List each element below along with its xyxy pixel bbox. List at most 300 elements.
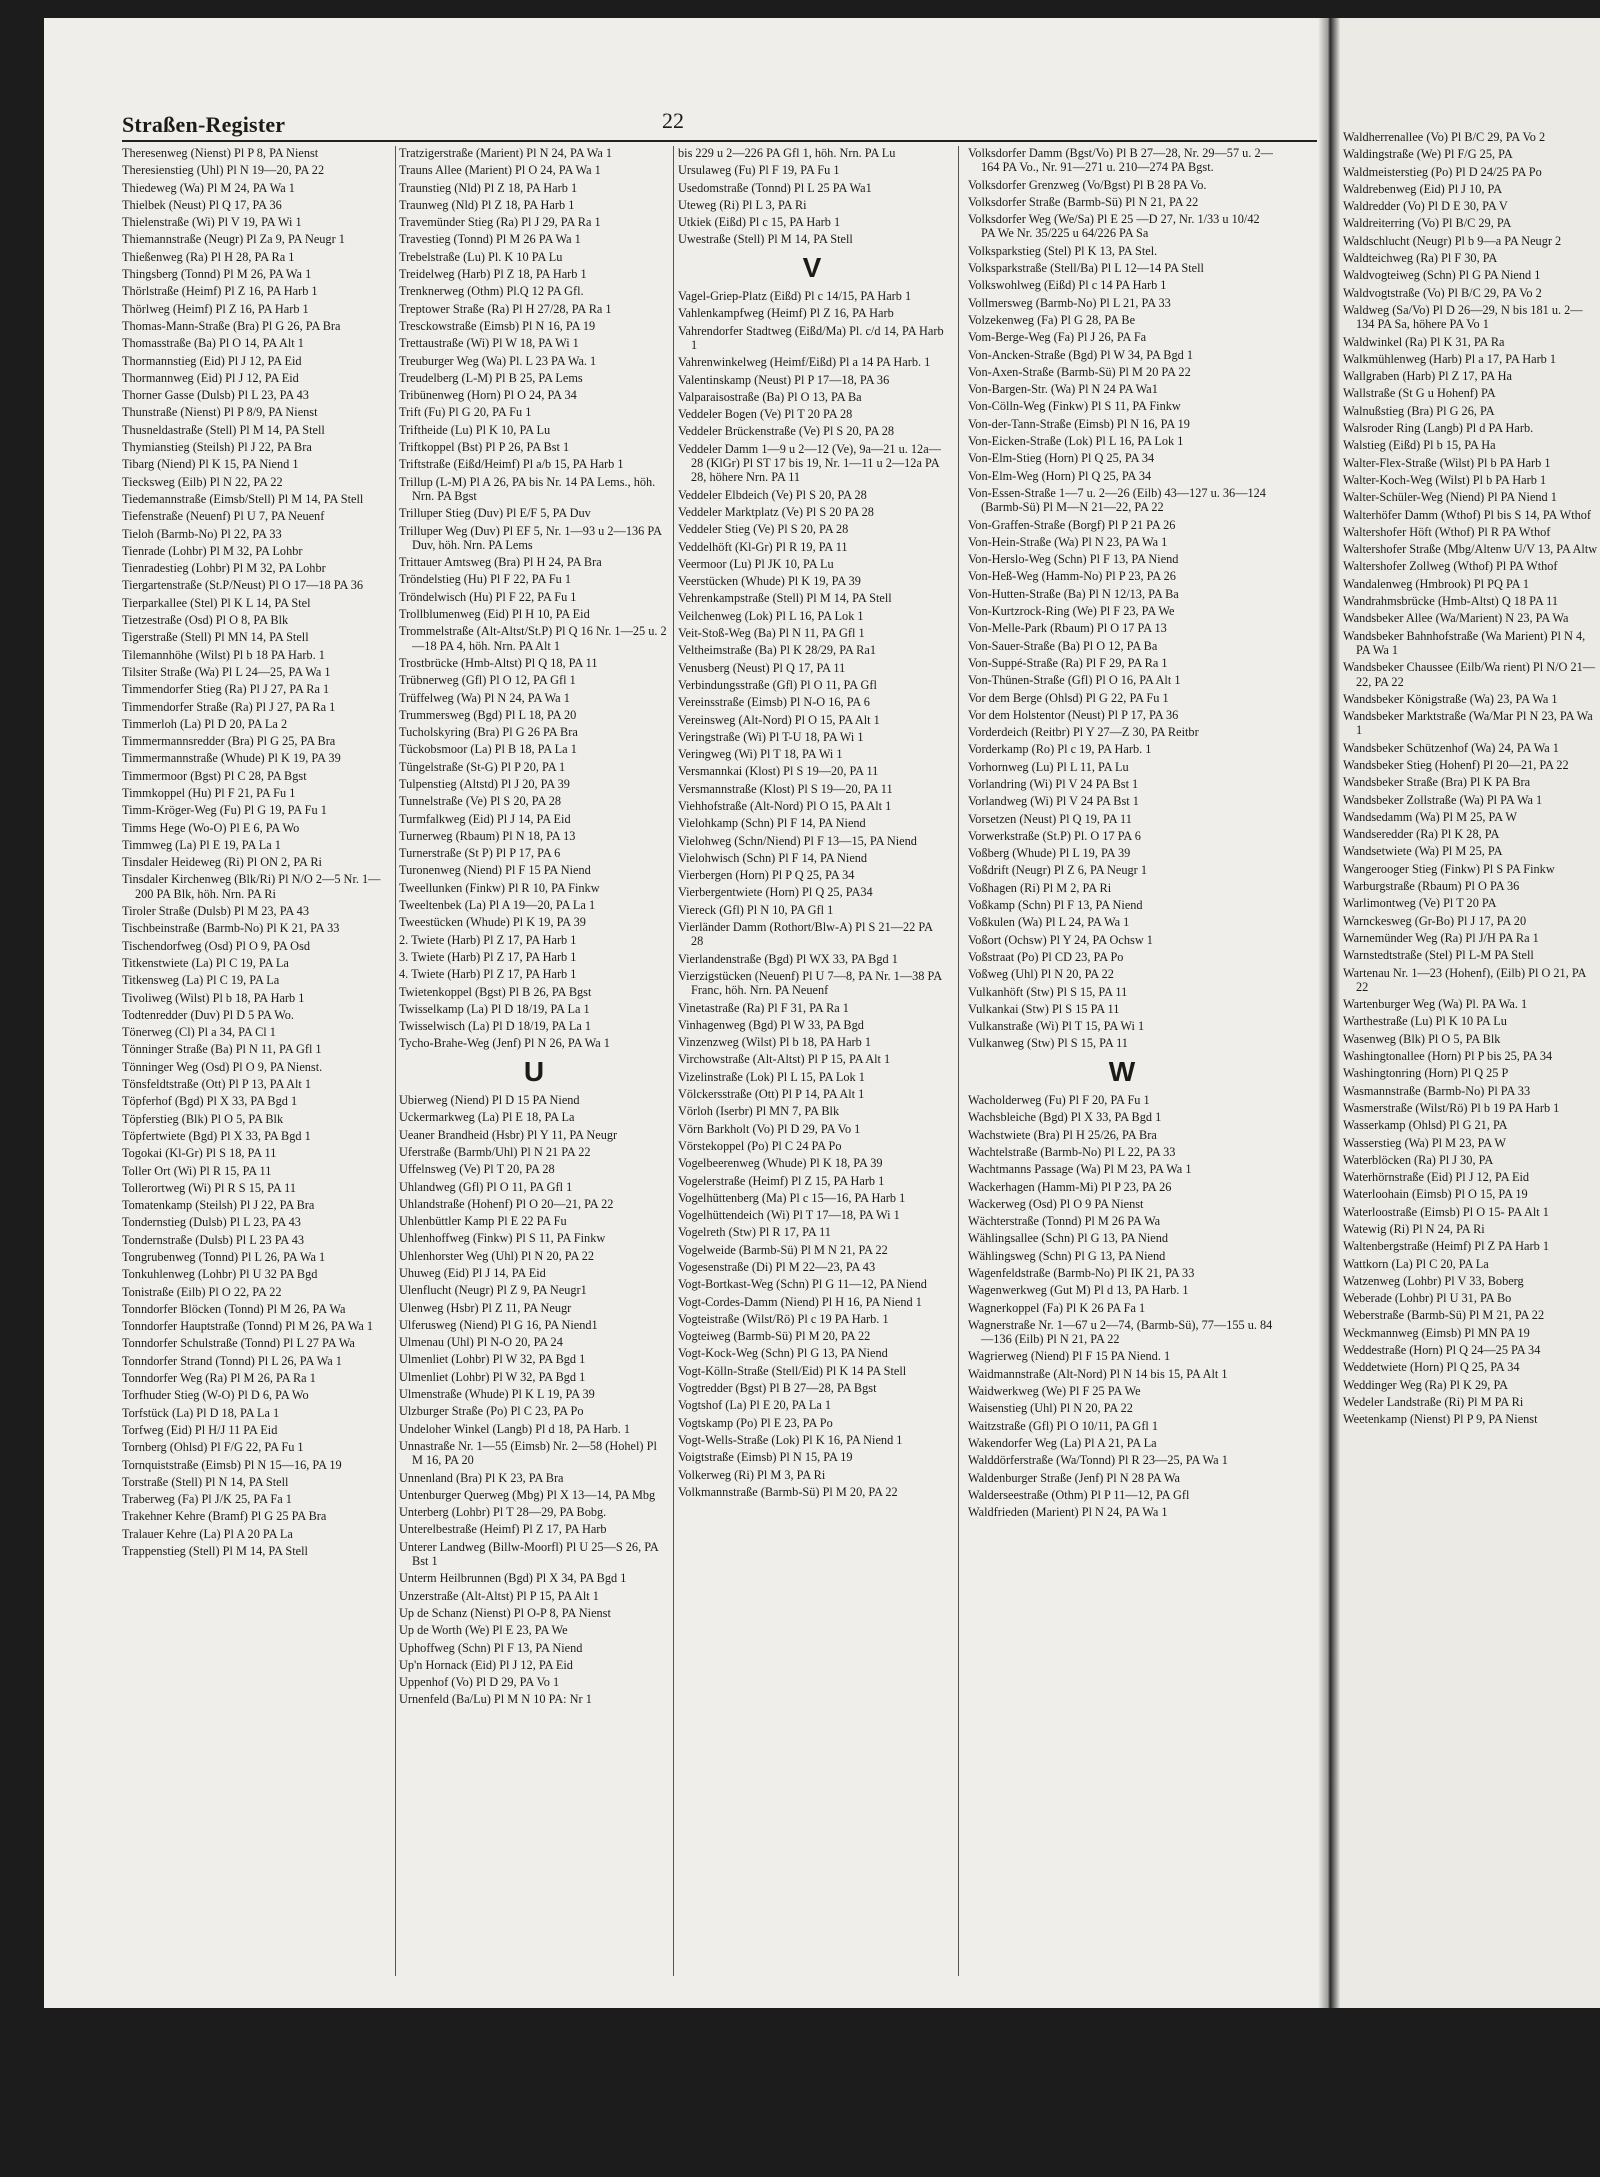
register-entry: Turnerweg (Rbaum) Pl N 18, PA 13	[399, 828, 576, 843]
register-entry: Uphoffweg (Schn) Pl F 13, PA Niend	[399, 1640, 583, 1655]
register-entry: Wandsbeker Königstraße (Wa) 23, PA Wa 1	[1343, 691, 1558, 706]
register-entry: Wählingsweg (Schn) Pl G 13, PA Niend	[968, 1248, 1166, 1263]
register-entry: Tilsiter Straße (Wa) Pl L 24—25, PA Wa 1	[122, 664, 331, 679]
register-entry: Viereck (Gfl) Pl N 10, PA Gfl 1	[678, 902, 834, 917]
register-entry: Uckermarkweg (La) Pl E 18, PA La	[399, 1110, 575, 1125]
register-entry: Voßort (Ochsw) Pl Y 24, PA Ochsw 1	[968, 932, 1153, 947]
register-entry: Vierländer Damm (Rothort/Blw-A) Pl S 21—22 PA 28	[678, 920, 933, 949]
register-entry: Vorwerkstraße (St.P) Pl. O 17 PA 6	[968, 828, 1141, 843]
register-entry: Tunnelstraße (Ve) Pl S 20, PA 28	[399, 794, 562, 809]
register-entry: Timmerloh (La) Pl D 20, PA La 2	[122, 716, 288, 731]
register-entry: Theresenweg (Nienst) Pl P 8, PA Nienst	[122, 146, 319, 160]
register-entry: Uhlandweg (Gfl) Pl O 11, PA Gfl 1	[399, 1179, 573, 1194]
register-entry: Wachtmanns Passage (Wa) Pl M 23, PA Wa 1	[968, 1162, 1192, 1177]
register-entry: Veermoor (Lu) Pl JK 10, PA Lu	[678, 556, 834, 571]
register-entry: Wandseredder (Ra) Pl K 28, PA	[1343, 827, 1500, 842]
register-entry: Untenburger Querweg (Mbg) Pl X 13—14, PA Mbg	[399, 1487, 656, 1502]
register-entry: Walsroder Ring (Langb) Pl d PA Harb.	[1343, 421, 1534, 436]
register-entry: Wagnerstraße Nr. 1—67 u 2—74, (Barmb-Sü), 77—155 u. 84—136 (Eilb) Pl N 21, PA 22	[968, 1317, 1273, 1347]
register-entry: Veringstraße (Wi) Pl T-U 18, PA Wi 1	[678, 729, 864, 744]
register-entry: Veilchenweg (Lok) Pl L 16, PA Lok 1	[678, 608, 864, 623]
register-entry: Uppenhof (Vo) Pl D 29, PA Vo 1	[399, 1675, 560, 1690]
register-entry: Up'n Hornack (Eid) Pl J 12, PA Eid	[399, 1657, 573, 1672]
register-entry: Waldweg (Sa/Vo) Pl D 26—29, N bis 181 u. 2—134 PA Sa, höhere PA Vo 1	[1343, 302, 1583, 332]
register-entry: Trummersweg (Bgd) Pl L 18, PA 20	[399, 707, 577, 722]
register-entry: Tönninger Straße (Ba) Pl N 11, PA Gfl 1	[122, 1042, 322, 1057]
register-entry: Vorhornweg (Lu) Pl L 11, PA Lu	[968, 759, 1129, 774]
register-entry: Völckersstraße (Ott) Pl P 14, PA Alt 1	[678, 1087, 865, 1102]
register-entry: Warthestraße (Lu) Pl K 10 PA Lu	[1343, 1014, 1507, 1029]
register-entry: Wählingsallee (Schn) Pl G 13, PA Niend	[968, 1231, 1169, 1246]
register-entry: Waldreiterring (Vo) Pl B/C 29, PA	[1343, 216, 1512, 231]
register-entry: Tongrubenweg (Tonnd) Pl L 26, PA Wa 1	[122, 1250, 326, 1264]
register-entry: Turmfalkweg (Eid) Pl J 14, PA Eid	[399, 811, 571, 826]
page-header	[122, 108, 1302, 140]
register-entry: Traberweg (Fa) Pl J/K 25, PA Fa 1	[122, 1492, 292, 1507]
register-entry: Undeloher Winkel (Langb) Pl d 18, PA Harb. 1	[399, 1421, 631, 1436]
register-entry: Voßdrift (Neugr) Pl Z 6, PA Neugr 1	[968, 863, 1147, 878]
register-entry: Tonndorfer Hauptstraße (Tonnd) Pl M 26, PA Wa 1	[122, 1319, 374, 1334]
register-entry: Triftheide (Lu) Pl K 10, PA Lu	[399, 422, 551, 437]
register-entry: Ulmenau (Uhl) Pl N-O 20, PA 24	[399, 1335, 563, 1350]
register-entry: Unterelbestraße (Heimf) Pl Z 17, PA Harb	[399, 1522, 607, 1537]
register-entry: Thorner Gasse (Dulsb) Pl L 23, PA 43	[122, 388, 309, 403]
register-entry: Trilluper Weg (Duv) Pl EF 5, Nr. 1—93 u 2—136 PA Duv, höh. Nrn. PA Lems	[399, 523, 662, 552]
register-entry: Unnastraße Nr. 1—55 (Eimsb) Nr. 2—58 (Hohel) Pl M 16, PA 20	[399, 1438, 657, 1468]
register-entry: Unterm Heilbrunnen (Bgd) Pl X 34, PA Bgd 1	[399, 1571, 627, 1586]
register-entry: Tonndorfer Schulstraße (Tonnd) Pl L 27 PA Wa	[122, 1336, 355, 1351]
register-entry: Urnenfeld (Ba/Lu) Pl M N 10 PA: Nr 1	[399, 1692, 592, 1707]
register-entry: Tweestücken (Whude) Pl K 19, PA 39	[399, 915, 586, 930]
register-entry: Töpferhof (Bgd) Pl X 33, PA Bgd 1	[122, 1094, 298, 1109]
register-entry: Von-Bargen-Str. (Wa) Pl N 24 PA Wa1	[968, 382, 1158, 397]
register-entry: Von-Cölln-Weg (Finkw) Pl S 11, PA Finkw	[968, 399, 1181, 414]
register-entry: Ulferusweg (Niend) Pl G 16, PA Niend1	[399, 1317, 598, 1332]
register-entry: Veddeler Brückenstraße (Ve) Pl S 20, PA 28	[678, 424, 895, 439]
register-entry: Trillup (L-M) Pl A 26, PA bis Nr. 14 PA Lems., höh. Nrn. PA Bgst	[399, 474, 656, 503]
register-entry: Trittauer Amtsweg (Bra) Pl H 24, PA Bra	[399, 555, 602, 570]
register-entry: Tulpenstieg (Altstd) Pl J 20, PA 39	[399, 776, 570, 791]
register-entry: Tribünenweg (Horn) Pl O 24, PA 34	[399, 388, 577, 403]
register-entry: Trübnerweg (Gfl) Pl O 12, PA Gfl 1	[399, 673, 576, 688]
register-entry: Thörlstraße (Heimf) Pl Z 16, PA Harb 1	[122, 284, 318, 299]
register-entry: Thomas-Mann-Straße (Bra) Pl G 26, PA Bra	[122, 318, 341, 333]
register-entry: Thießenweg (Ra) Pl H 28, PA Ra 1	[122, 249, 295, 264]
register-entry: Tieloh (Barmb-No) Pl 22, PA 33	[122, 526, 282, 541]
register-entry: Wasenweg (Blk) Pl O 5, PA Blk	[1343, 1031, 1501, 1046]
register-entry: Volksdorfer Weg (We/Sa) Pl E 25 —D 27, Nr. 1/33 u 10/42 PA We Nr. 35/225 u 64/226 PA Sa	[968, 212, 1260, 241]
register-entry: Trakehner Kehre (Bramf) Pl G 25 PA Bra	[122, 1509, 327, 1524]
register-entry: Timmendorfer Stieg (Ra) Pl J 27, PA Ra 1	[122, 682, 330, 697]
register-entry: Ulmenliet (Lohbr) Pl W 32, PA Bgd 1	[399, 1369, 586, 1384]
register-entry: Volksparkstieg (Stel) Pl K 13, PA Stel.	[968, 243, 1158, 258]
register-entry: Von-Elm-Weg (Horn) Pl Q 25, PA 34	[968, 468, 1152, 483]
register-entry: Waterblöcken (Ra) Pl J 30, PA	[1343, 1152, 1494, 1167]
register-entry: Wandsbeker Stieg (Hohenf) Pl 20—21, PA 22	[1343, 757, 1569, 772]
register-entry: Wartenau Nr. 1—23 (Hohenf), (Eilb) Pl O 21, PA 22	[1343, 965, 1586, 994]
register-entry: Waterloohain (Eimsb) Pl O 15, PA 19	[1343, 1187, 1528, 1202]
register-entry: Vizelinstraße (Lok) Pl L 15, PA Lok 1	[678, 1069, 865, 1084]
register-entry: Valentinskamp (Neust) Pl P 17—18, PA 36	[678, 372, 890, 387]
register-entry: Waldschlucht (Neugr) Pl b 9—a PA Neugr 2	[1343, 233, 1562, 248]
register-entry: Wallgraben (Harb) Pl Z 17, PA Ha	[1343, 369, 1512, 384]
column-divider	[958, 146, 959, 1976]
register-entry: Vogtredder (Bgst) Pl B 27—28, PA Bgst	[678, 1381, 877, 1396]
register-entry: Veltheimstraße (Ba) Pl K 28/29, PA Ra1	[678, 643, 876, 658]
register-entry: Waldenburger Straße (Jenf) Pl N 28 PA Wa	[968, 1470, 1180, 1485]
register-entry: Vogt-Kölln-Straße (Stell/Eid) Pl K 14 PA Stell	[678, 1363, 907, 1378]
register-entry: Tollerortweg (Wi) Pl R S 15, PA 11	[122, 1180, 296, 1195]
register-entry: Thormannweg (Eid) Pl J 12, PA Eid	[122, 370, 299, 385]
register-entry: Von-der-Tann-Straße (Eimsb) Pl N 16, PA 19	[968, 416, 1190, 431]
register-entry: Torfhuder Stieg (W-O) Pl D 6, PA Wo	[122, 1388, 309, 1403]
register-entry: Wachsbleiche (Bgd) Pl X 33, PA Bgd 1	[968, 1110, 1162, 1125]
register-entry: Thielbek (Neust) Pl Q 17, PA 36	[122, 197, 282, 212]
register-entry: Wagrierweg (Niend) Pl F 15 PA Niend. 1	[968, 1349, 1171, 1364]
register-entry: Waldvogtstraße (Vo) Pl B/C 29, PA Vo 2	[1343, 285, 1542, 300]
register-entry: Voßkulen (Wa) Pl L 24, PA Wa 1	[968, 915, 1130, 930]
register-entry: Volkerweg (Ri) Pl M 3, PA Ri	[678, 1467, 826, 1482]
register-entry: Von-Suppé-Straße (Ra) Pl F 29, PA Ra 1	[968, 655, 1168, 670]
register-entry: Venusberg (Neust) Pl Q 17, PA 11	[678, 660, 846, 675]
register-entry: Wandsbeker Straße (Bra) Pl K PA Bra	[1343, 775, 1531, 790]
register-title: Straßen-Register	[122, 112, 286, 137]
register-entry: Twisselwisch (La) Pl D 18/19, PA La 1	[399, 1019, 592, 1034]
register-entry: Thiedeweg (Wa) Pl M 24, PA Wa 1	[122, 180, 295, 195]
register-entry: Tratzigerstraße (Marient) Pl N 24, PA Wa 1	[399, 146, 613, 160]
register-entry: Waidmannstraße (Alt-Nord) Pl N 14 bis 15, PA Alt 1	[968, 1366, 1228, 1381]
register-entry: Vogelerstraße (Heimf) Pl Z 15, PA Harb 1	[678, 1173, 885, 1188]
register-entry: Treudelberg (L-M) Pl B 25, PA Lems	[399, 370, 583, 385]
register-entry: Timmermoor (Bgst) Pl C 28, PA Bgst	[122, 768, 307, 783]
register-entry: Waldherrenallee (Vo) Pl B/C 29, PA Vo 2	[1343, 130, 1546, 144]
register-entry: Uhuweg (Eid) Pl J 14, PA Eid	[399, 1266, 546, 1280]
section-letter: U	[523, 1055, 545, 1087]
register-entry: Tonndorfer Blöcken (Tonnd) Pl M 26, PA Wa	[122, 1301, 346, 1316]
register-entry: Wandsbeker Marktstraße (Wa/Mar Pl N 23, PA Wa 1	[1343, 709, 1593, 738]
register-entry: Tweeltenbek (La) Pl A 19—20, PA La 1	[399, 898, 596, 913]
register-entry: Vogelhüttendeich (Wi) Pl T 17—18, PA Wi 1	[678, 1208, 900, 1223]
register-entry: Vielohwisch (Schn) Pl F 14, PA Niend	[678, 850, 868, 865]
register-entry: Vogelreth (Stw) Pl R 17, PA 11	[678, 1225, 831, 1240]
register-entry: Waldvogteiweg (Schn) Pl G PA Niend 1	[1343, 268, 1541, 283]
register-entry: Up de Schanz (Nienst) Pl O-P 8, PA Nienst	[399, 1605, 611, 1620]
register-entry: Traunweg (Nld) Pl Z 18, PA Harb 1	[399, 197, 575, 212]
register-entry: Walter-Koch-Weg (Wilst) Pl b PA Harb 1	[1343, 472, 1547, 487]
register-entry: Torfstück (La) Pl D 18, PA La 1	[122, 1405, 280, 1420]
register-entry: Wasmerstraße (Wilst/Rö) Pl b 19 PA Harb 1	[1343, 1100, 1560, 1115]
register-entry: Wagenwerkweg (Gut M) Pl d 13, PA Harb. 1	[968, 1283, 1189, 1298]
register-entry: Wasserkamp (Ohlsd) Pl G 21, PA	[1343, 1118, 1508, 1133]
register-entry: Unterberg (Lohbr) Pl T 28—29, PA Bobg.	[399, 1505, 607, 1520]
register-entry: Vor dem Berge (Ohlsd) Pl G 22, PA Fu 1	[968, 690, 1169, 705]
register-entry: Wagenfeldstraße (Barmb-No) Pl IK 21, PA 33	[968, 1266, 1195, 1280]
register-entry: Voßkamp (Schn) Pl F 13, PA Niend	[968, 898, 1143, 913]
register-entry: Thiemannstraße (Neugr) Pl Za 9, PA Neugr 1	[122, 232, 345, 247]
register-entry: Tilemannhöhe (Wilst) Pl b 18 PA Harb. 1	[122, 647, 325, 662]
register-entry: Waterhörnstraße (Eid) Pl J 12, PA Eid	[1343, 1170, 1530, 1185]
register-entry: Valparaisostraße (Ba) Pl O 13, PA Ba	[678, 389, 862, 404]
register-entry: Thunstraße (Nienst) Pl P 8/9, PA Nienst	[122, 405, 318, 420]
register-entry: Trommelstraße (Alt-Altst/St.P) Pl Q 16 Nr. 1—25 u. 2—18 PA 4, höh. Nrn. PA Alt 1	[399, 624, 667, 653]
register-entry: Von-Kurtzrock-Ring (We) Pl F 23, PA We	[968, 604, 1175, 619]
register-entry: Thingsberg (Tonnd) Pl M 26, PA Wa 1	[122, 267, 312, 282]
register-entry: Walter-Flex-Straße (Wilst) Pl b PA Harb 1	[1343, 455, 1551, 470]
register-entry: Wartenburger Weg (Wa) Pl. PA Wa. 1	[1343, 997, 1528, 1012]
register-entry: Tomatenkamp (Steilsh) Pl J 22, PA Bra	[122, 1198, 315, 1213]
register-entry: Tucholskyring (Bra) Pl G 26 PA Bra	[399, 725, 578, 740]
register-entry: Voßberg (Whude) Pl L 19, PA 39	[968, 846, 1131, 861]
register-entry: Vollmersweg (Barmb-No) Pl L 21, PA 33	[968, 295, 1171, 310]
register-entry: Veerstücken (Whude) Pl K 19, PA 39	[678, 574, 861, 589]
register-entry: Tienradestieg (Lohbr) Pl M 32, PA Lohbr	[122, 561, 326, 576]
register-entry: Warnstedtstraße (Stel) Pl L-M PA Stell	[1343, 948, 1534, 963]
register-entry: Von-Herslo-Weg (Schn) Pl F 13, PA Niend	[968, 552, 1179, 567]
register-entry: Waldrebenweg (Eid) Pl J 10, PA	[1343, 181, 1503, 196]
register-entry: Veddeler Stieg (Ve) Pl S 20, PA 28	[678, 522, 849, 537]
register-entry: Vahrenwinkelweg (Heimf/Eißd) Pl a 14 PA Harb. 1	[678, 355, 931, 370]
register-entry: Todtenredder (Duv) Pl D 5 PA Wo.	[122, 1007, 295, 1022]
register-entry: Ueaner Brandheid (Hsbr) Pl Y 11, PA Neugr	[399, 1127, 618, 1142]
register-entry: Warnemünder Weg (Ra) Pl J/H PA Ra 1	[1343, 930, 1539, 945]
register-entry: Vörstekoppel (Po) Pl C 24 PA Po	[678, 1138, 842, 1153]
register-entry: Tiecksweg (Eilb) Pl N 22, PA 22	[122, 474, 283, 489]
register-entry: Uferstraße (Barmb/Uhl) Pl N 21 PA 22	[399, 1144, 591, 1159]
register-entry: Travestieg (Tonnd) Pl M 26 PA Wa 1	[399, 232, 581, 247]
register-entry: Tresckowstraße (Eimsb) Pl N 16, PA 19	[399, 318, 596, 333]
register-entry: Turnerstraße (St P) Pl P 17, PA 6	[399, 846, 561, 861]
register-entry: Tivoliweg (Wilst) Pl b 18, PA Harb 1	[122, 990, 305, 1005]
register-entry: Veddelhöft (Kl-Gr) Pl R 19, PA 11	[678, 539, 848, 554]
register-entry: Uffelnsweg (Ve) Pl T 20, PA 28	[399, 1162, 555, 1177]
register-entry: Traunstieg (Nld) Pl Z 18, PA Harb 1	[399, 180, 578, 195]
register-entry: Waltenbergstraße (Heimf) Pl Z PA Harb 1	[1343, 1239, 1549, 1254]
register-entry: Torstraße (Stell) Pl N 14, PA Stell	[122, 1474, 289, 1489]
register-entry: Tischendorfweg (Osd) Pl O 9, PA Osd	[122, 938, 311, 953]
register-entry: Tischbeinstraße (Barmb-No) Pl K 21, PA 33	[122, 921, 340, 936]
register-entry: Weddinger Weg (Ra) Pl K 29, PA	[1343, 1377, 1509, 1392]
register-entry: Uwestraße (Stell) Pl M 14, PA Stell	[678, 232, 853, 247]
register-entry: Trift (Fu) Pl G 20, PA Fu 1	[399, 405, 532, 420]
register-entry: Washingtonallee (Horn) Pl P bis 25, PA 34	[1343, 1049, 1553, 1064]
register-entry: Voigtstraße (Eimsb) Pl N 15, PA 19	[678, 1450, 853, 1465]
register-entry: Wandsbeker Allee (Wa/Marient) N 23, PA Wa	[1343, 611, 1569, 626]
register-entry: Titkenstwiete (La) Pl C 19, PA La	[122, 955, 289, 970]
register-entry: Uteweg (Ri) Pl L 3, PA Ri	[678, 197, 807, 212]
register-entry: Wakendorfer Weg (La) Pl A 21, PA La	[968, 1435, 1157, 1450]
register-entry: Waltershofer Höft (Wthof) Pl R PA Wthof	[1343, 524, 1551, 539]
register-entry: Waterloostraße (Eimsb) Pl O 15- PA Alt 1	[1343, 1204, 1549, 1219]
register-entry: Trebelstraße (Lu) Pl. K 10 PA Lu	[399, 249, 563, 264]
register-entry: Vahrendorfer Stadtweg (Eißd/Ma) Pl. c/d 14, PA Harb 1	[678, 323, 944, 352]
register-entry: Vagel-Griep-Platz (Eißd) Pl c 14/15, PA Harb 1	[678, 289, 912, 304]
register-entry: Vereinsstraße (Eimsb) Pl N-O 16, PA 6	[678, 695, 870, 710]
register-entry: Von-Elm-Stieg (Horn) Pl Q 25, PA 34	[968, 451, 1155, 466]
register-entry: Von-Ancken-Straße (Bgd) Pl W 34, PA Bgd 1	[968, 347, 1193, 362]
register-entry: Wandsbeker Zollstraße (Wa) Pl PA Wa 1	[1343, 792, 1543, 807]
register-entry: Theresienstieg (Uhl) Pl N 19—20, PA 22	[122, 163, 325, 178]
register-entry: Veddeler Damm 1—9 u 2—12 (Ve), 9a—21 u. 12a—28 (KlGr) Pl ST 17 bis 19, Nr. 1—11 u 2—12a PA 28, höhere Nrn. PA 11	[678, 441, 941, 485]
register-entry: Vörloh (Iserbr) Pl MN 7, PA Blk	[678, 1104, 840, 1119]
register-entry: Wandsbeker Bahnhofstraße (Wa Marient) Pl N 4, PA Wa 1	[1343, 628, 1586, 657]
register-entry: Volkmannstraße (Barmb-Sü) Pl M 20, PA 22	[678, 1484, 898, 1499]
register-entry: Von-Sauer-Straße (Ba) Pl O 12, PA Ba	[968, 638, 1158, 653]
register-entry: Waldwinkel (Ra) Pl K 31, PA Ra	[1343, 334, 1505, 349]
register-entry: Wachstwiete (Bra) Pl H 25/26, PA Bra	[968, 1127, 1157, 1142]
register-entry: Togokai (Kl-Gr) Pl S 18, PA 11	[122, 1146, 277, 1161]
register-entry: Trappenstieg (Stell) Pl M 14, PA Stell	[122, 1544, 308, 1559]
register-entry: Vörn Barkholt (Vo) Pl D 29, PA Vo 1	[678, 1121, 861, 1136]
register-entry: Torfweg (Eid) Pl H/J 11 PA Eid	[122, 1422, 278, 1437]
register-entry: Virchowstraße (Alt-Altst) Pl P 15, PA Alt 1	[678, 1052, 891, 1067]
register-entry: Travemünder Stieg (Ra) Pl J 29, PA Ra 1	[399, 215, 601, 230]
register-entry: Volksparkstraße (Stell/Ba) Pl L 12—14 PA Stell	[968, 261, 1204, 276]
register-entry: Wedeler Landstraße (Ri) Pl M PA Ri	[1343, 1394, 1524, 1409]
register-entry: Tonkuhlenweg (Lohbr) Pl U 32 PA Bgd	[122, 1267, 318, 1282]
register-entry: Wandsbeker Schützenhof (Wa) 24, PA Wa 1	[1343, 740, 1559, 755]
register-entry: Ulenflucht (Neugr) Pl Z 9, PA Neugr1	[399, 1283, 587, 1298]
register-entry: Von-Axen-Straße (Barmb-Sü) Pl M 20 PA 22	[968, 364, 1191, 379]
register-entry: Weetenkamp (Nienst) Pl P 9, PA Nienst	[1343, 1412, 1538, 1427]
register-entry: Wattkorn (La) Pl C 20, PA La	[1343, 1256, 1489, 1271]
register-entry: Vogteistraße (Wilst/Rö) Pl c 19 PA Harb. 1	[678, 1311, 889, 1326]
column-divider	[395, 146, 396, 1976]
book-gutter	[1318, 18, 1340, 2008]
register-entry: Von-Essen-Straße 1—7 u. 2—26 (Eilb) 43—127 u. 36—124 (Barmb-Sü) Pl M—N 21—22, PA 22	[968, 485, 1266, 515]
register-entry: Vinhagenweg (Bgd) Pl W 33, PA Bgd	[678, 1017, 864, 1032]
register-entry: Trauns Allee (Marient) Pl O 24, PA Wa 1	[399, 163, 601, 178]
register-entry: Weberade (Lohbr) Pl U 31, PA Bo	[1343, 1291, 1512, 1306]
column-divider	[673, 146, 674, 1976]
register-entry: Vom-Berge-Weg (Fa) Pl J 26, PA Fa	[968, 330, 1147, 345]
register-entry: Vielohkamp (Schn) Pl F 14, PA Niend	[678, 816, 866, 831]
register-entry: Tinsdaler Kirchenweg (Blk/Ri) Pl N/O 2—5 Nr. 1—200 PA Blk, höh. Nrn. PA Ri	[122, 872, 381, 901]
register-entry: Volksdorfer Straße (Barmb-Sü) Pl N 21, PA 22	[968, 194, 1199, 209]
register-entry: Tigerstraße (Stell) Pl MN 14, PA Stell	[122, 630, 309, 645]
register-entry: Trollblumenweg (Eid) Pl H 10, PA Eid	[399, 607, 590, 622]
register-entry: Vorlandweg (Wi) Pl V 24 PA Bst 1	[968, 794, 1139, 809]
register-entry: Veit-Stoß-Weg (Ba) Pl N 11, PA Gfl 1	[678, 626, 865, 641]
adjacent-page-column	[1343, 130, 1600, 1970]
register-column-3	[678, 146, 946, 1986]
register-entry: Weddetwiete (Horn) Pl Q 25, PA 34	[1343, 1360, 1520, 1375]
register-entry: Weckmannweg (Eimsb) Pl MN PA 19	[1343, 1325, 1530, 1340]
register-entry: Vogesenstraße (Di) Pl M 22—23, PA 43	[678, 1260, 876, 1274]
register-entry: Vehrenkampstraße (Stell) Pl M 14, PA Stell	[678, 591, 892, 606]
register-entry: Vulkanstraße (Wi) Pl T 15, PA Wi 1	[968, 1019, 1145, 1034]
register-entry: Turonenweg (Niend) Pl F 15 PA Niend	[399, 863, 591, 878]
register-entry: Walddörferstraße (Wa/Tonnd) Pl R 23—25, PA Wa 1	[968, 1453, 1228, 1468]
register-entry: Vogt-Cordes-Damm (Niend) Pl H 16, PA Niend 1	[678, 1294, 922, 1309]
register-entry: Uhlenbüttler Kamp Pl E 22 PA Fu	[399, 1214, 567, 1229]
register-entry: Uhlenhoffweg (Finkw) Pl S 11, PA Finkw	[399, 1231, 606, 1246]
register-entry: Volksdorfer Damm (Bgst/Vo) Pl B 27—28, Nr. 29—57 u. 2—164 PA Vo., Nr. 91—271 u. 210—274 PA Bgst.	[968, 146, 1273, 175]
register-entry: Töpferstieg (Blk) Pl O 5, PA Blk	[122, 1111, 284, 1126]
register-entry: Toller Ort (Wi) Pl R 15, PA 11	[122, 1163, 272, 1178]
register-entry: Vogteiweg (Barmb-Sü) Pl M 20, PA 22	[678, 1329, 871, 1344]
register-entry: Wackerhagen (Hamm-Mi) Pl P 23, PA 26	[968, 1179, 1172, 1194]
register-entry: Ulzburger Straße (Po) Pl C 23, PA Po	[399, 1404, 584, 1419]
register-entry: Vogt-Kock-Weg (Schn) Pl G 13, PA Niend	[678, 1346, 888, 1361]
register-entry: Weberstraße (Barmb-Sü) Pl M 21, PA 22	[1343, 1308, 1545, 1323]
register-entry: Unnenland (Bra) Pl K 23, PA Bra	[399, 1470, 564, 1485]
register-entry: Vogt-Bortkast-Weg (Schn) Pl G 11—12, PA Niend	[678, 1277, 927, 1292]
register-entry: Timmkoppel (Hu) Pl F 21, PA Fu 1	[122, 785, 296, 800]
register-entry: Ulmenliet (Lohbr) Pl W 32, PA Bgd 1	[399, 1352, 586, 1367]
register-entry: Wasmannstraße (Barmb-No) Pl PA 33	[1343, 1083, 1531, 1098]
register-entry: Waldmeisterstieg (Po) Pl D 24/25 PA Po	[1343, 164, 1542, 179]
register-entry: Tüngelstraße (St-G) Pl P 20, PA 1	[399, 759, 566, 774]
register-entry: Ubierweg (Niend) Pl D 15 PA Niend	[399, 1093, 580, 1108]
register-entry: Thormannstieg (Eid) Pl J 12, PA Eid	[122, 353, 302, 368]
register-entry: Wacholderweg (Fu) Pl F 20, PA Fu 1	[968, 1093, 1150, 1108]
register-entry: Tondernstieg (Dulsb) Pl L 23, PA 43	[122, 1215, 301, 1230]
register-entry: Vierlandenstraße (Bgd) Pl WX 33, PA Bgd 1	[678, 951, 898, 966]
register-entry: Walderseestraße (Othm) Pl P 11—12, PA Gfl	[968, 1487, 1190, 1502]
register-entry: Wackerweg (Osd) Pl O 9 PA Nienst	[968, 1196, 1144, 1211]
register-entry: Timm-Kröger-Weg (Fu) Pl G 19, PA Fu 1	[122, 803, 327, 818]
register-entry: Tonndorfer Strand (Tonnd) Pl L 26, PA Wa 1	[122, 1353, 342, 1368]
register-column-2	[399, 146, 669, 1986]
register-entry: Wandsedamm (Wa) Pl M 25, PA W	[1343, 809, 1517, 824]
register-entry: Volkswohlweg (Eißd) Pl c 14 PA Harb 1	[968, 278, 1167, 293]
register-entry: Walkmühlenweg (Harb) Pl a 17, PA Harb 1	[1343, 351, 1557, 366]
register-entry: Vorlandring (Wi) Pl V 24 PA Bst 1	[968, 776, 1139, 791]
register-entry: Twisselkamp (La) Pl D 18/19, PA La 1	[399, 1001, 590, 1016]
register-entry: Töpfertwiete (Bgd) Pl X 33, PA Bgd 1	[122, 1128, 311, 1143]
register-entry: Tondernstraße (Dulsb) Pl L 23 PA 43	[122, 1232, 304, 1247]
register-entry: Tiroler Straße (Dulsb) Pl M 23, PA 43	[122, 904, 309, 919]
register-entry: Uhlandstraße (Hohenf) Pl O 20—21, PA 22	[399, 1196, 614, 1211]
register-entry: Tornquiststraße (Eimsb) Pl N 15—16, PA 19	[122, 1457, 342, 1472]
register-entry: Trilluper Stieg (Duv) Pl E/F 5, PA Duv	[399, 506, 591, 521]
register-entry: Treuburger Weg (Wa) Pl. L 23 PA Wa. 1	[399, 353, 597, 368]
register-entry: Versmannstraße (Klost) Pl S 19—20, PA 11	[678, 781, 893, 796]
register-entry: Tröndelwisch (Hu) Pl F 22, PA Fu 1	[399, 589, 577, 604]
register-entry: Watzenweg (Lohbr) Pl V 33, Boberg	[1343, 1273, 1524, 1288]
register-entry: Viehhofstraße (Alt-Nord) Pl O 15, PA Alt 1	[678, 798, 892, 813]
register-entry: Walterhöfer Damm (Wthof) Pl bis S 14, PA Wthof	[1343, 507, 1591, 522]
register-entry: Von-Thünen-Straße (Gfl) Pl O 16, PA Alt 1	[968, 673, 1181, 688]
register-entry: Treptower Straße (Ra) Pl H 27/28, PA Ra 1	[399, 301, 612, 316]
register-entry: Triftstraße (Eißd/Heimf) Pl a/b 15, PA Harb 1	[399, 457, 624, 472]
register-entry: Waldingstraße (We) Pl F/G 25, PA	[1343, 147, 1513, 162]
register-entry: Thielenstraße (Wi) Pl V 19, PA Wi 1	[122, 215, 302, 230]
register-entry: Warnckesweg (Gr-Bo) Pl J 17, PA 20	[1343, 913, 1527, 928]
register-entry: Wandsetwiete (Wa) Pl M 25, PA	[1343, 844, 1503, 859]
register-entry: Walnußstieg (Bra) Pl G 26, PA	[1343, 403, 1495, 418]
register-entry: Tiefenstraße (Neuenf) Pl U 7, PA Neuenf	[122, 509, 325, 524]
register-entry: Vinetastraße (Ra) Pl F 31, PA Ra 1	[678, 1000, 849, 1015]
register-entry: Tinsdaler Heideweg (Ri) Pl ON 2, PA Ri	[122, 855, 322, 870]
register-entry: Thörlweg (Heimf) Pl Z 16, PA Harb 1	[122, 301, 309, 316]
register-entry: Voßhagen (Ri) Pl M 2, PA Ri	[968, 880, 1112, 895]
register-entry: Tycho-Brahe-Weg (Jenf) Pl N 26, PA Wa 1	[399, 1036, 610, 1051]
register-entry: Wasserstieg (Wa) Pl M 23, PA W	[1343, 1135, 1506, 1150]
register-entry: Tonistraße (Eilb) Pl O 22, PA 22	[122, 1284, 282, 1299]
register-entry: Veringweg (Wi) Pl T 18, PA Wi 1	[678, 747, 843, 762]
register-entry: Treidelweg (Harb) Pl Z 18, PA Harb 1	[399, 267, 587, 282]
register-entry: Vereinsweg (Alt-Nord) Pl O 15, PA Alt 1	[678, 712, 880, 727]
register-entry: Titkensweg (La) Pl C 19, PA La	[122, 973, 280, 988]
register-entry: Tibarg (Niend) Pl K 15, PA Niend 1	[122, 457, 299, 472]
register-entry: Voßweg (Uhl) Pl N 20, PA 22	[968, 967, 1114, 982]
register-entry: Ulmenstraße (Whude) Pl K L 19, PA 39	[399, 1387, 595, 1402]
register-entry: Wallstraße (St G u Hohenf) PA	[1343, 386, 1496, 401]
register-entry: Veddeler Elbdeich (Ve) Pl S 20, PA 28	[678, 487, 867, 502]
register-entry: Vorsetzen (Neust) Pl Q 19, PA 11	[968, 811, 1132, 826]
register-entry: Utkiek (Eißd) Pl c 15, PA Harb 1	[678, 215, 841, 230]
